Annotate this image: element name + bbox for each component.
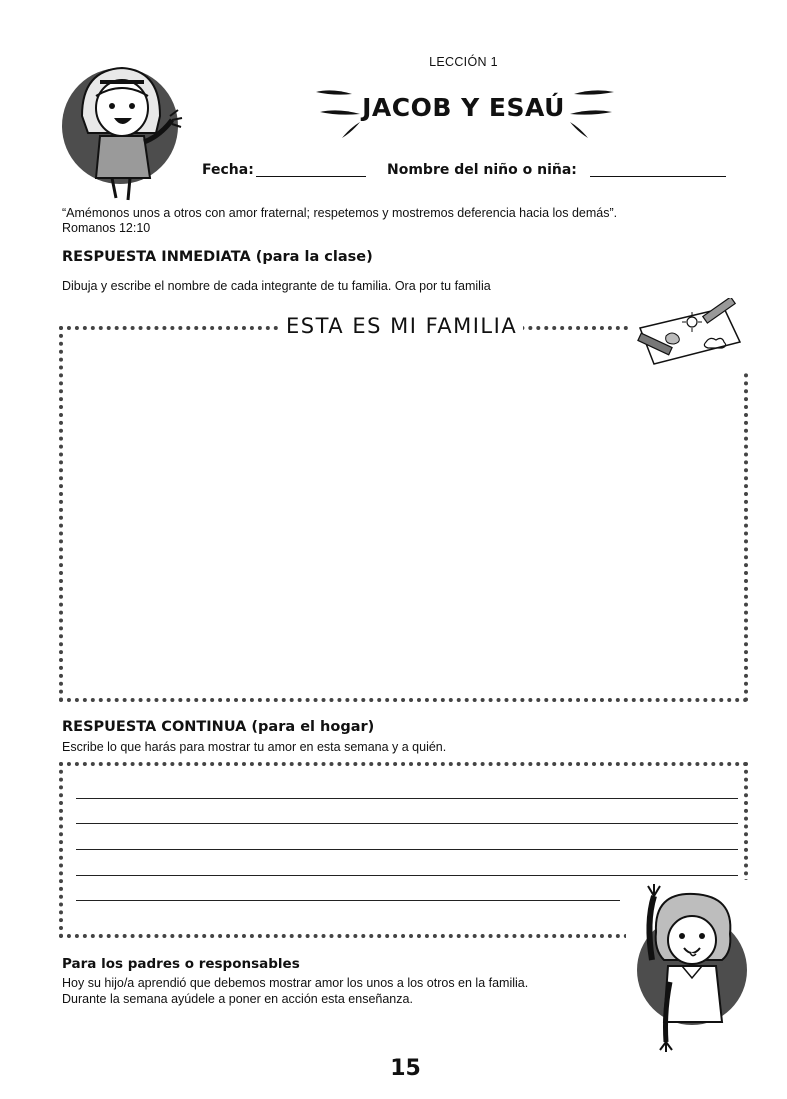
family-drawing-area[interactable] bbox=[59, 326, 748, 702]
parents-text bbox=[62, 975, 528, 1007]
continuous-instruction: Escribe lo que harás para mostrar tu amor en esta semana y a quién. bbox=[62, 740, 447, 754]
lesson-label: LECCIÓN 1 bbox=[429, 55, 498, 69]
child-name-label: Nombre del niño o niña: bbox=[387, 162, 577, 178]
drawing-box-title: ESTA ES MI FAMILIA bbox=[280, 314, 523, 338]
verse-text: “Amémonos unos a otros con amor fraternal; respetemos y mostremos deferencia hacia los demás”. bbox=[62, 206, 618, 220]
memory-verse bbox=[62, 206, 722, 236]
continuous-response-heading: RESPUESTA CONTINUA (para el hogar) bbox=[62, 719, 375, 735]
worksheet-title: JACOB Y ESAÚ bbox=[362, 93, 565, 122]
boy-illustration bbox=[630, 882, 760, 1057]
writing-line[interactable] bbox=[76, 798, 738, 799]
child-name-field[interactable] bbox=[590, 176, 726, 177]
immediate-response-heading: RESPUESTA INMEDIATA (para la clase) bbox=[62, 249, 373, 265]
parents-line-2: Durante la semana ayúdele a poner en acción esta enseñanza. bbox=[62, 992, 413, 1006]
paper-crayons-icon bbox=[632, 298, 750, 368]
writing-line[interactable] bbox=[76, 823, 738, 824]
writing-line[interactable] bbox=[76, 900, 620, 901]
writing-line[interactable] bbox=[76, 849, 738, 850]
page-number: 15 bbox=[390, 1056, 421, 1081]
girl-illustration bbox=[60, 58, 190, 208]
writing-line[interactable] bbox=[76, 875, 738, 876]
parents-heading: Para los padres o responsables bbox=[62, 956, 300, 972]
verse-reference: Romanos 12:10 bbox=[62, 221, 151, 235]
immediate-instruction: Dibuja y escribe el nombre de cada integrante de tu familia. Ora por tu familia bbox=[62, 279, 491, 293]
parents-line-1: Hoy su hijo/a aprendió que debemos mostrar amor los unos a los otros en la familia. bbox=[62, 976, 529, 990]
date-field[interactable] bbox=[256, 176, 366, 177]
date-label: Fecha: bbox=[202, 162, 254, 178]
